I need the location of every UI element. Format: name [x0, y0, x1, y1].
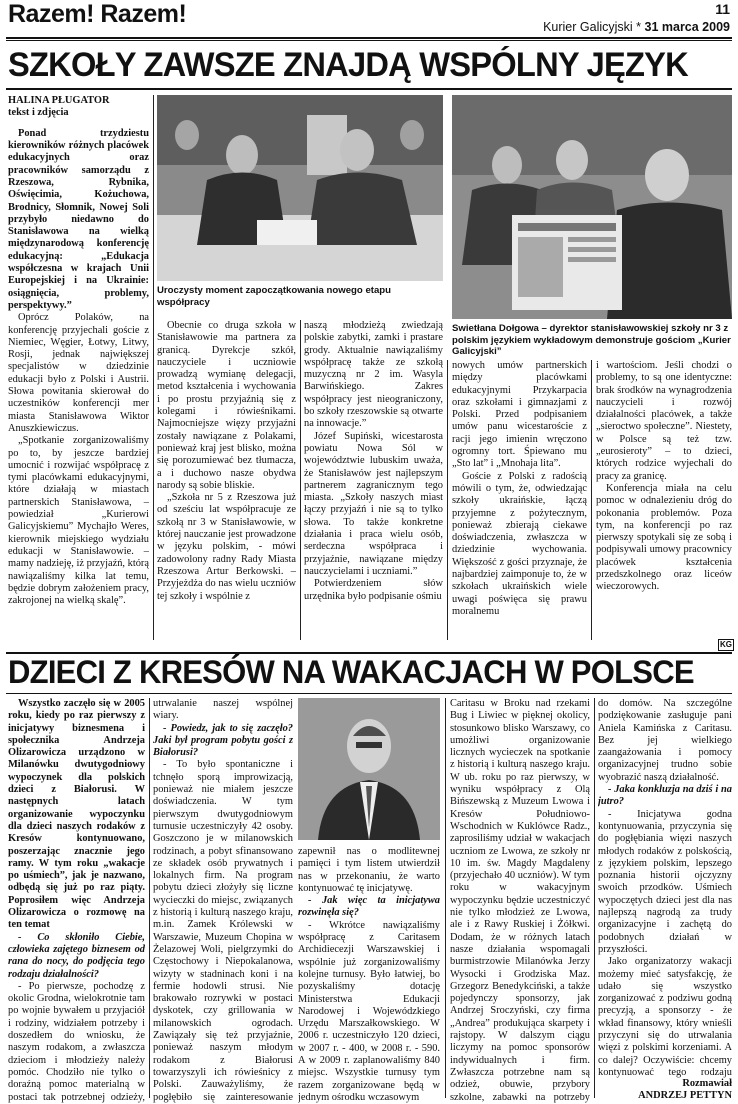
- paragraph: do domów. Na szczególne podziękowanie zasługuje pani Aniela Kamińska z Caritasu. Bez jej wielkiego zaangażowania i pomocy organizacyjnej trudno sobie wyobrazić naszą działalność.: [598, 698, 732, 783]
- author-name: ANDRZEJ PETTYN: [638, 1090, 732, 1102]
- kg-logo: KG: [720, 640, 732, 649]
- article2-rule: [6, 693, 732, 694]
- paragraph: - Wkrótce nawiązaliśmy współpracę z Caritasem Archidiecezji Warszawskiej i wspólnie już zorganizowaliśmy kolejne turnusy. Było łatwiej, bo pozyskaliśmy dotację Ministerstwa Edukacji Narodowej i Wojewódzkiego Urzędu Marszałkowskiego. W 2006 r. uczestniczyło 120 dzieci, w 2007 r. - 400, w 2008 r. - 590. A w 2009 r. zaplanowaliśmy 840 miejsc. Wszystkie turnusy tym razem zorganizowane będą w jednym ośrodku wczasowym: [298, 919, 440, 1103]
- photo-andrzej-olizarowicz: [298, 698, 440, 840]
- photo-caption-2: Swietłana Dołgowa – dyrektor stanisławowskiej szkoły nr 3 z polskim językiem wykładowym demonstruje gościom „Kurier Galicyjski”: [452, 323, 731, 357]
- photo-signing-ceremony: [157, 95, 443, 281]
- photo-signing-image: [157, 95, 443, 281]
- paragraph: Goście z Polski z radością mówili o tym, że, odwiedzając szkoły ukraińskie, łączą przyjemne z pożytecznym, ponieważ zbierają ciekawe doświadczenia, zwłaszcza w dziedzinie wychowania. Większość z gości przyznaje, że najbardziej zaimponuje to, że w szkołach ukraińskich wiele uwagi poświęca się prawu moralnemu: [452, 470, 587, 617]
- publication-name: Kurier Galicyjski *: [543, 20, 642, 34]
- column-divider: [447, 360, 448, 640]
- article1-column-5: [596, 360, 732, 641]
- article1-column-2: [157, 320, 296, 641]
- column-body: [8, 128, 149, 608]
- photo-kurier-demonstration: [452, 95, 732, 319]
- column-divider: [149, 698, 150, 1098]
- paragraph: Józef Supiński, wicestarosta powiatu Nowa Sól w województwie lubuskim uważa, że Stanisławów jest najlepszym partnerem zagranicznym tego miasta. „Szkoły naszych miast łączy przyjaźń i nie są to tylko słowa. To także konkretne działania i praca wielu osób, serdeczna współpraca i przyjaźnie, nawiązane między nauczycielami i uczniami.”: [304, 430, 443, 577]
- paragraph: Wszystko zaczęło się w 2005 roku, kiedy po raz pierwszy z inicjatywy biznesmena i społecznika Andrzeja Olizarowicza urządzono w Milanówku dwutygodniowy wypoczynek dla polskich dzieci z Białorusi. W następnych latach organizowanie wypoczynku dla dzieci naszych rodaków z Kresów kontynuowano, poszerzając znacznie jego ramy. W tym roku „wakacje po uśmiech”, jak je nazwano, odbędą się już po raz piąty. Poprosiłem więc Andrzeja Olizarowicza o rozmowę na ten temat: [8, 698, 145, 931]
- issue-date: 31 marca 2009: [644, 20, 730, 34]
- column-divider: [300, 320, 301, 640]
- article2-column-1: [8, 698, 145, 1104]
- article1-headline: SZKOŁY ZAWSZE ZNAJDĄ WSPÓLNY JĘZYK: [8, 46, 688, 84]
- article2-column-2: [153, 698, 293, 1104]
- paragraph: Ponad trzydziestu kierowników różnych placówek edukacyjnych oraz pracowników samorządu z Rzeszowa, Rybnika, Oświęcimia, Kożuchowa, Brodnicy, Słomnik, Nowej Soli przybyło niedawno do Stanisławowa na wielką międzynarodową konferencję edukacyjną: „Edukacja współczesna w krajach Unii Europejskiej i na Ukrainie: osiągnięcia, problemy, perspektywy.”: [8, 127, 149, 311]
- article1-column-3: [304, 320, 443, 641]
- paragraph: utrwalanie naszej wspólnej wiary.: [153, 698, 293, 722]
- photo-demonstration-image: [452, 95, 732, 319]
- article2-column-5: [598, 698, 732, 1078]
- paragraph: zapewnił nas o modlitewnej pamięci i tym listem utwierdził nas w przekonaniu, że warto kontynuować tę inicjatywę.: [298, 846, 440, 894]
- article1-column-4: [452, 360, 587, 641]
- paragraph: - Jak więc ta inicjatywa rozwinęła się?: [298, 895, 440, 919]
- paragraph: - Po pierwsze, pochodzę z okolic Grodna, wielokrotnie tam po wojnie bywałem u przyjaciół i rodziny, widziałem potrzeby i doszedłem do wniosku, że naszym rodakom, a zwłaszcza dzieciom i młodzieży należy pomóc. Chodziło nie tylko o doraźną pomoc materialną w postaci tak potrzebnej odzieży,: [8, 980, 145, 1103]
- article2-column-3: [298, 846, 440, 1104]
- portrait-image: [298, 698, 440, 840]
- paragraph: - Inicjatywa godna kontynuowania, przyczynia się do pogłębiania więzi naszych młodych rodaków z polskością, z językiem polskim, lepszego poznania historii ojczyzny swoich przodków. Uśmiech wypoczętych dzieci jest dla nas najlepszą nagrodą za trudy organizacyjne i zachętą do podobnych działań w przyszłości.: [598, 808, 732, 955]
- paragraph: nowych umów partnerskich między placówkami edukacyjnymi Przykarpacia oraz szkołami i gimnazjami z Polski. Przed podpisaniem umów panu wicestaroście z racji jego imienin wręczono ogromny tort. Śpiewano mu „Sto lat” i „Mnohaja lita”.: [452, 360, 587, 470]
- article2-headline: DZIECI Z KRESÓW NA WAKACJACH W POLSCE: [8, 654, 694, 690]
- page-number: 11: [715, 1, 730, 17]
- column-divider: [153, 95, 154, 640]
- paragraph: naszą młodzieżą zwiedzają polskie zabytki, zamki i prastare grody. Aktualnie nawiązaliśmy współpracę także ze szkołą muzyczną nr 2 im. Wasyla Barwińskiego. Zakres współpracy jest nieograniczony, bo szkoły rzeszowskie są otwarte na innowacje.”: [304, 320, 443, 430]
- header-rule: [6, 37, 732, 39]
- section-masthead: Razem! Razem!: [8, 0, 187, 28]
- issue-line: [543, 20, 730, 34]
- paragraph: Konferencja miała na celu pomoc w odnalezieniu dróg do pokonania problemów. Poza tym, na konferencji po raz pierwszy spotykali się ze sobą i podpisywali umowy pracownicy placówek kształcenia przedszkolnego oraz liceów wieczorowych.: [596, 482, 732, 593]
- paragraph: - To było spontaniczne i tchnęło sporą improwizacją, ponieważ nie miałem jeszcze doświadczenia. W tym pierwszym dwutygodniowym turnusie uczestniczyły 42 osoby. Goszczono je w milanowskich rodzinach, a pobyt sfinansowano ze składek osób prywatnych i lokalnych firm. Na program pobytu dzieci złożyły się liczne wycieczki do miejsc, związanych z historią i kulturą naszego kraju, m.in. Zamek Królewski w Warszawie, Muzeum Chopina w Żelazowej Woli, pielgrzymki do Częstochowy i Niepokalanowa, wizyty w stadninach koni i na fermie hodowli strusi. Nie brakowało rozrywki w postaci dyskotek, czy grillowania w milanowskich ogrodach. Zawiązały się też przyjaźnie, ponieważ naszym młodym rodakom z Białorusi towarzyszyli ich rówieśnicy z Polski. Zauważyliśmy, że pogłębiło się zainteresowanie: [153, 759, 293, 1103]
- paragraph: Jako organizatorzy wakacji możemy mieć satysfakcję, że udało się wszystko zorganizować z podziwu godną precyzją, a sponsorzy - że wkład finansowy, który wnieśli przyczyni się do utrwalania więzi z polskimi korzeniami. A co dalej? Oczywiście: chcemy kontynuować tego rodzaju: [598, 956, 732, 1078]
- article2-column-4: [450, 698, 590, 1104]
- paragraph: i wartościom. Jeśli chodzi o problemy, to są one identyczne: brak środków na wynagrodzenia nauczycieli i rozwój działalności placówek, a także „sieroctwo społeczne”. Niestety, w Polsce są też tzw. „eurosieroty” – to dzieci, których rodzice wyjechali do pracy za granicę.: [596, 360, 732, 482]
- article1-column-1: [8, 95, 149, 641]
- paragraph: Obecnie co druga szkoła w Stanisławowie ma partnera za granicą. Dyrekcje szkół, nauczyciele i uczniowie prowadzą wymianę delegacji, metod kształcenia i wychowania i po prostu przyjaźnią się z kolegami i rówieśnikami. Najmocniejsze więzy przyjaźni zostały nawiązane z Polakami, ponieważ kraj jest blisko, można się porozumiewać bez tłumacza, a i duchowo nasze obydwa narody są sobie bliskie.: [157, 320, 296, 491]
- author-name: HALINA PŁUGATOR: [8, 95, 110, 106]
- paragraph: Caritasu w Broku nad rzekami Bug i Liwiec w pięknej okolicy, stosunkowo blisko Warszawy, co umożliwi organizowanie licznych wycieczek na spotkanie z historią i kulturą naszego kraju. W ub. roku po raz pierwszy, w wyniku współpracy z Olą Bińszewską z Muzeum Lwowa i Kresów Południowo-Wschodnich w Kuklówce Radz., zaprosiliśmy udział w wakacjach uczniom ze Lwowa, ze szkoły nr 10 im. św. Magdy Magdaleny (przyjechało 40 uczniów). W tym roku w wakacyjnym wypoczynku będzie uczestniczyć nie tylko młodzież ze Lwowa, ale i z Rawy Ruskiej i Żółkwi. Dodam, że w różnych latach nasze działania wspomagali burmistrzowie Milanówka Jerzy Wysocki i Grodziska Maz. Grzegorz Benedykciński, a także pojedynczy sponsorzy, jak Andrzej Sroczyński, czy firma „Andrea” produkująca skarpety i rajstopy. W dalszym ciągu liczymy na pomoc sponsorów indywidualnych i firm. Zwłaszcza potrzebne nam są odzież, obuwie, przybory szkolne, zabawki na potrzeby: [450, 698, 590, 1103]
- column-divider: [445, 698, 446, 1098]
- photo-caption-1: Uroczysty moment zapoczątkowania nowego etapu współpracy: [157, 285, 392, 308]
- paragraph: „Szkoła nr 5 z Rzeszowa już od sześciu lat współpracuje ze szkołą nr 3 w Stanisławowie, w której nauczanie jest prowadzone w języku polskim, - mówi zadowolony radny Rady Miasta Rzeszowa Artur Berkowski. – Przyjeżdża do nas wielu uczniów tej szkoły i wspólnie z: [157, 492, 296, 602]
- article1-rule: [6, 88, 732, 90]
- article2-author: [598, 1078, 732, 1103]
- paragraph: „Spotkanie zorganizowaliśmy po to, by jeszcze bardziej umocnić i rozwijać współpracę z tymi placówkami edukacyjnymi, które działają w miastach partnerskich Stanisławowa, – powiedział „Kurierowi Galicyjskiemu” Mychajło Weres, kierownik miejskiego wydziału edukacji w Stanisławowie. – mamy nadzieję, iż przyjaźń, którą nawiązaliśmy kilka lat temu, będzie dobrym założeniem pracy, zakrojonej na wielką skalę”.: [8, 435, 149, 607]
- header-rule-thin: [6, 40, 732, 41]
- paragraph: - Jaka konkluzja na dziś i na jutro?: [598, 784, 732, 808]
- paragraph: Oprócz Polaków, na konferencję przyjechali goście z Niemiec, Węgier, Łotwy, Litwy, Rosji, jednak największej specjalistów w dziedzinie edukacji było z Polski i Austrii. Słowa powitania skierował do uczestników konferencji mer miasta Stanisławowa Wiktor Anuszkiewiczus.: [8, 312, 149, 434]
- paragraph: - Co skłoniło Ciebie, człowieka zajętego biznesem od rana do nocy, do podjęcia tego rodzaju działalności?: [8, 931, 145, 980]
- author-role: Rozmawiał: [682, 1078, 732, 1089]
- paragraph: Potwierdzeniem słów urzędnika było podpisanie ośmiu: [304, 578, 443, 602]
- author-credit: tekst i zdjęcia: [8, 107, 69, 119]
- column-divider: [591, 360, 592, 640]
- column-divider: [594, 698, 595, 1098]
- paragraph: - Powiedz, jak to się zaczęło? Jaki był program pobytu gości z Białorusi?: [153, 722, 293, 759]
